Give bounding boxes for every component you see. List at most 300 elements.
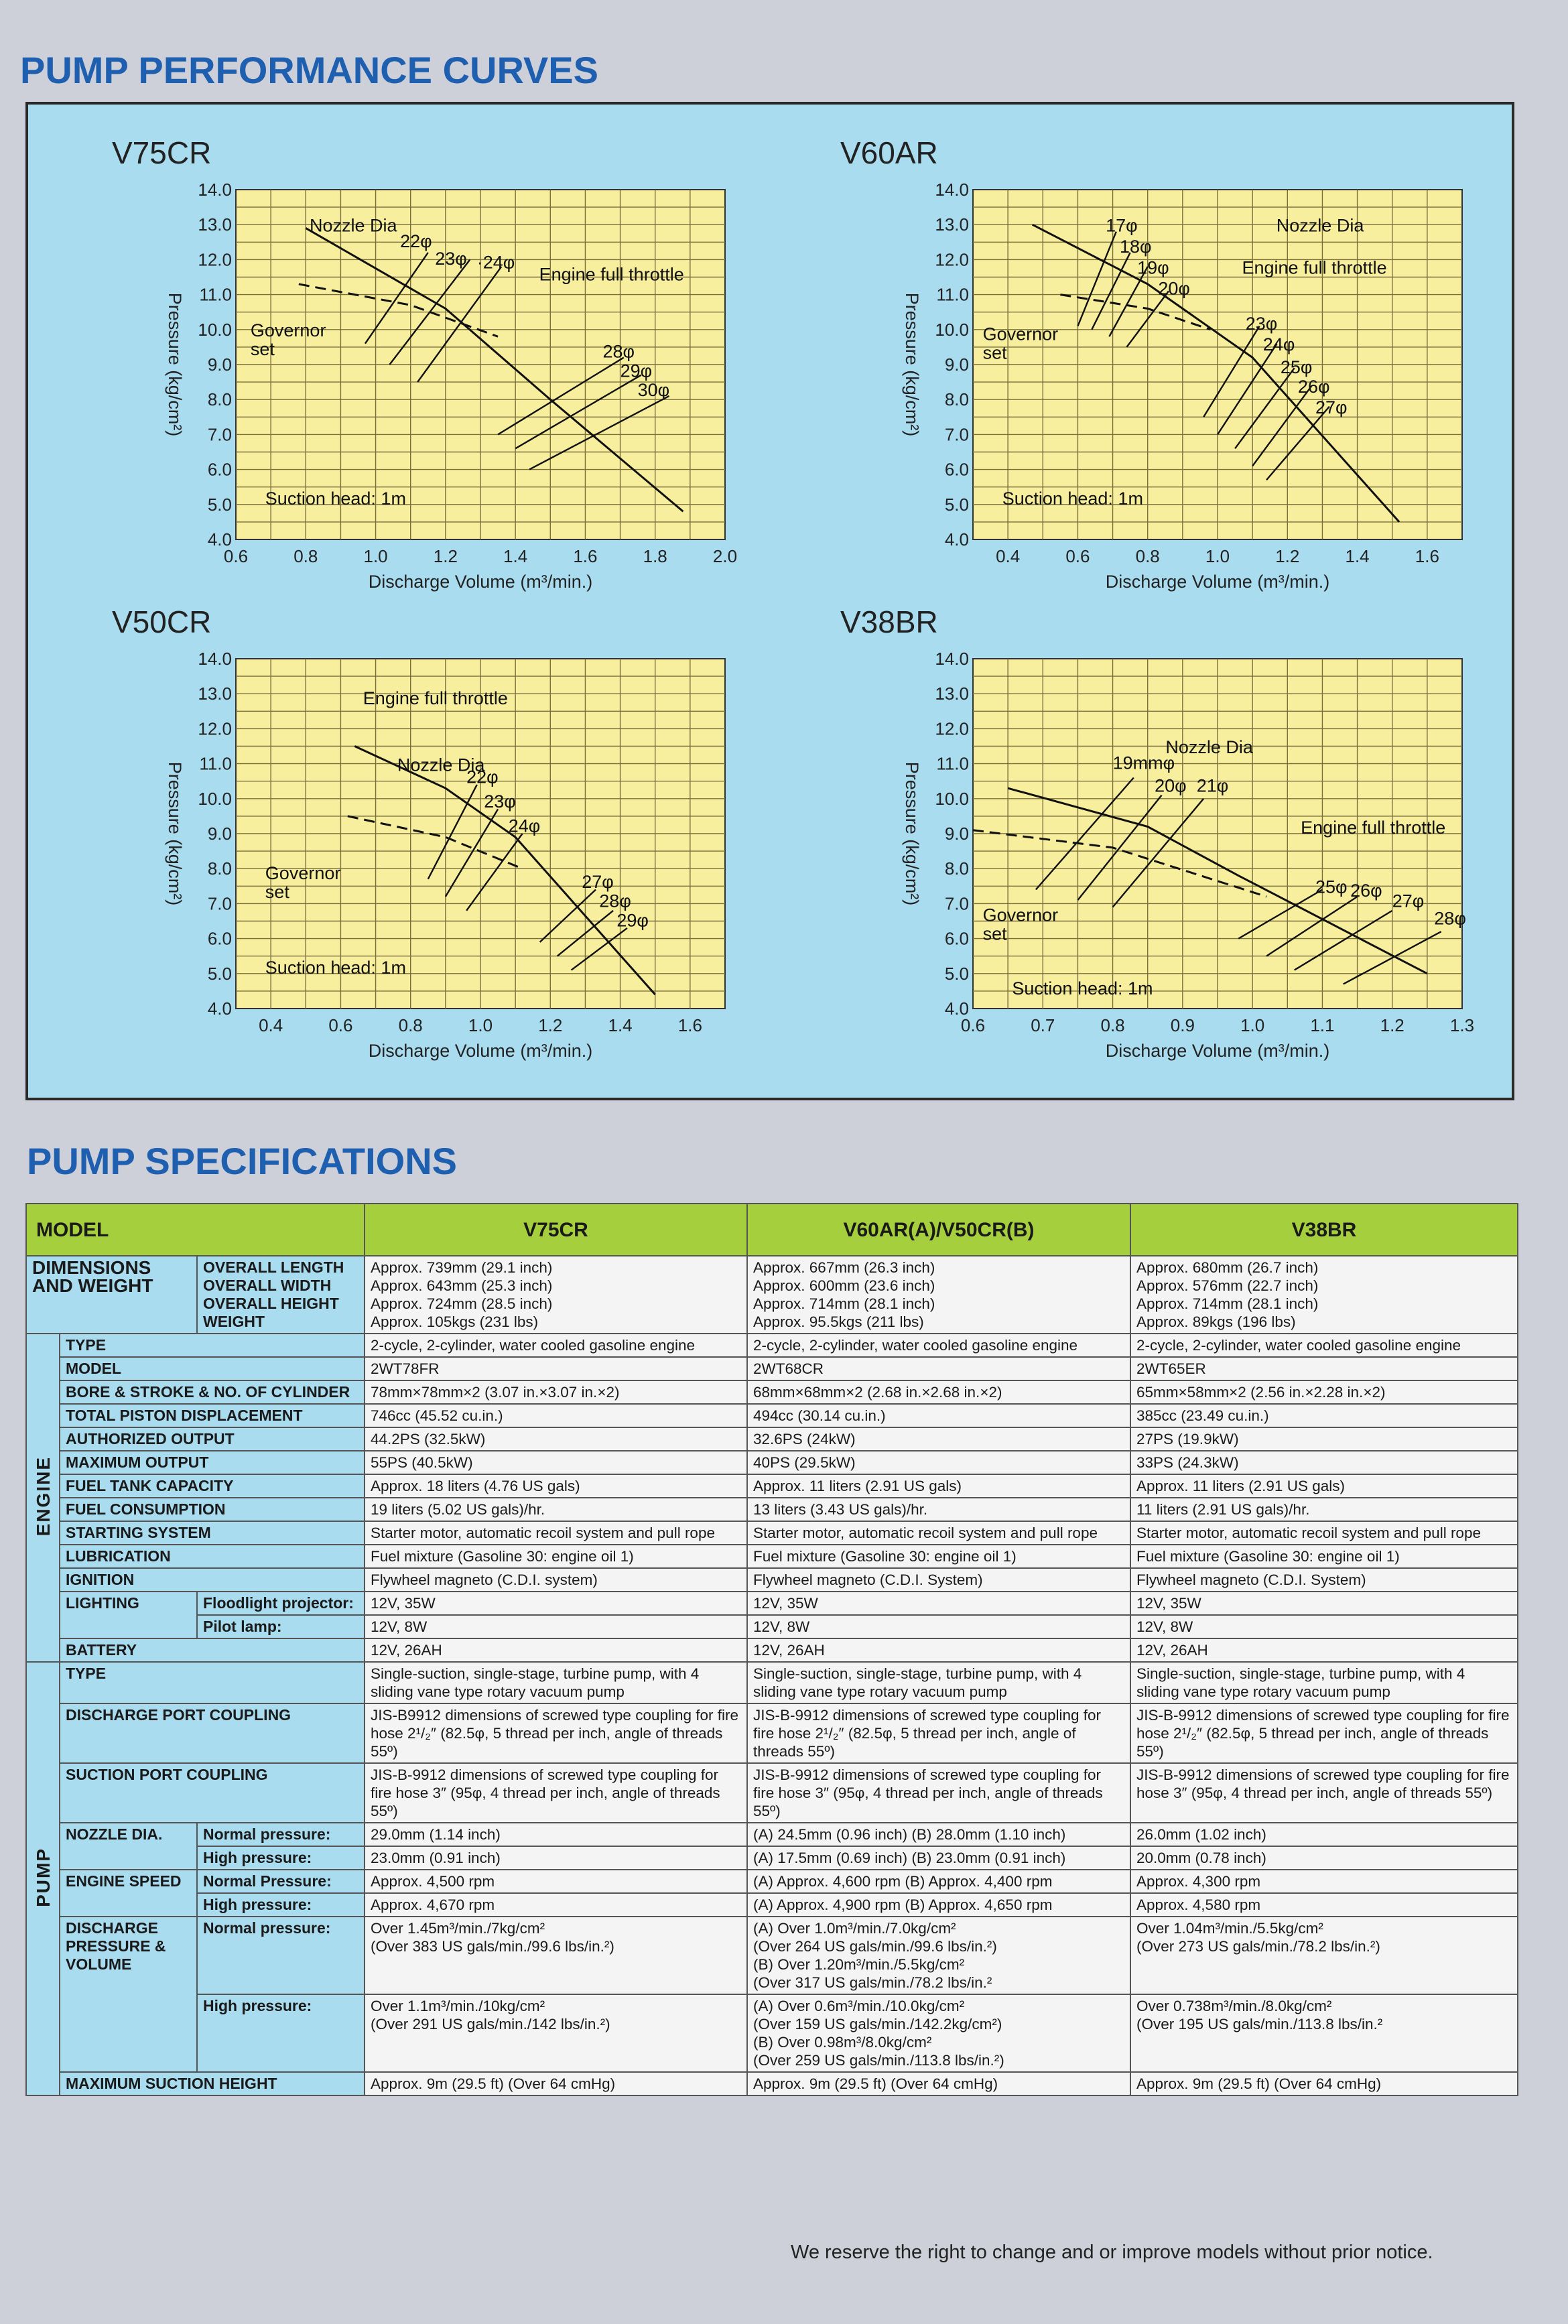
x-tick-label: 0.8: [398, 1015, 423, 1035]
y-tick-label: 4.0: [944, 529, 969, 550]
cell-line: (Over 273 US gals/min./78.2 lbs/in.²): [1136, 1938, 1380, 1955]
row-label: TYPE: [60, 1334, 365, 1357]
table-row: [26, 2072, 1518, 2095]
cell-line: (Over 317 US gals/min./78.2 lbs/in.²: [753, 1974, 992, 1991]
header-model: MODEL: [26, 1204, 365, 1256]
cell-value: 2-cycle, 2-cylinder, water cooled gasoline engine: [747, 1334, 1130, 1357]
table-row: [26, 1893, 1518, 1917]
label-overall-width: OVERALL WIDTH: [203, 1277, 332, 1294]
cell-value: Approx. 105kgs (231 lbs): [371, 1313, 539, 1330]
cell-line: (B) Over 1.20m³/min./5.5kg/cm²: [753, 1956, 965, 1973]
table-row: [26, 1334, 1518, 1357]
cell-value: 55PS (40.5kW): [365, 1451, 747, 1474]
cell-value: Approx. 600mm (23.6 inch): [753, 1277, 935, 1294]
cell-value: (A) Approx. 4,900 rpm (B) Approx. 4,650 rpm: [747, 1893, 1130, 1917]
cell-value: JIS-B-9912 dimensions of screwed type coupling for fire hose 2¹/₂″ (82.5φ, 5 thread per inch, angle of threads 55º): [1130, 1703, 1518, 1763]
chart-v50cr: [82, 604, 785, 1073]
cell-value: Flywheel magneto (C.D.I. system): [365, 1568, 747, 1592]
cell-line: (A) Over 0.6m³/min./10.0kg/cm²: [753, 1998, 965, 2014]
cell-value: 12V, 8W: [747, 1615, 1130, 1638]
governor-label: Governor: [265, 862, 341, 883]
y-tick-label: 6.0: [944, 928, 969, 949]
cell-value: Approx. 643mm (25.3 inch): [371, 1277, 553, 1294]
y-tick-label: 6.0: [944, 459, 969, 480]
chart-model-title: V75CR: [112, 135, 212, 170]
nozzle-label: 28φ: [1434, 908, 1466, 929]
nozzle-label: 29φ: [616, 910, 649, 931]
x-tick-label: 1.2: [1380, 1015, 1404, 1035]
table-row: [26, 1357, 1518, 1380]
y-tick-label: 5.0: [944, 963, 969, 984]
row-label-nozzle: NOZZLE DIA.: [60, 1823, 197, 1870]
row-label: TYPE: [60, 1662, 365, 1703]
y-tick-label: 12.0: [198, 718, 232, 739]
suction-head-label: Suction head: 1m: [1002, 488, 1143, 509]
cell-value: 44.2PS (32.5kW): [365, 1427, 747, 1451]
y-tick-label: 5.0: [207, 963, 232, 984]
cell-line: Over 0.738m³/min./8.0kg/cm²: [1136, 1998, 1332, 2014]
y-tick-label: 8.0: [207, 389, 232, 410]
governor-label: Governor: [982, 324, 1059, 344]
nozzle-label: 29φ: [620, 361, 653, 381]
row-sublabel: Pilot lamp:: [197, 1615, 365, 1638]
y-tick-label: 12.0: [935, 249, 969, 270]
cell-value: 65mm×58mm×2 (2.56 in.×2.28 in.×2): [1130, 1380, 1518, 1404]
nozzle-label: 28φ: [599, 891, 631, 911]
y-tick-label: 11.0: [199, 284, 232, 305]
nozzle-label: 30φ: [637, 379, 670, 400]
cell-value: 27PS (19.9kW): [1130, 1427, 1518, 1451]
table-header-row: [26, 1204, 1518, 1256]
cell-value: 746cc (45.52 cu.in.): [365, 1404, 747, 1427]
row-label: MAXIMUM OUTPUT: [60, 1451, 365, 1474]
x-axis-label: Discharge Volume (m³/min.): [1105, 1041, 1330, 1061]
nozzle-label: 23φ: [484, 791, 516, 812]
table-row: [26, 1823, 1518, 1846]
footer-note: We reserve the right to change and or improve models without prior notice.: [791, 2242, 1433, 2263]
row-sublabel: Normal pressure:: [197, 1917, 365, 1994]
y-tick-label: 10.0: [935, 319, 969, 340]
x-tick-label: 0.6: [328, 1015, 353, 1035]
nozzle-label: 20φ: [1158, 278, 1190, 299]
cell-value: 2WT65ER: [1130, 1357, 1518, 1380]
nozzle-label: 26φ: [1297, 376, 1330, 397]
nozzle-label: 25φ: [1315, 877, 1348, 897]
cell-value: Approx. 4,580 rpm: [1130, 1893, 1518, 1917]
y-tick-label: 10.0: [198, 319, 232, 340]
spec-title: PUMP SPECIFICATIONS: [27, 1140, 458, 1182]
cell-value: 12V, 35W: [365, 1592, 747, 1615]
x-axis-label: Discharge Volume (m³/min.): [368, 1041, 593, 1061]
x-tick-label: 1.0: [1205, 546, 1230, 566]
row-sublabel: Floodlight projector:: [197, 1592, 365, 1615]
y-tick-label: 9.0: [207, 824, 232, 844]
cell-v60-dimensions: [747, 1256, 1130, 1334]
row-label-battery: BATTERY: [60, 1638, 365, 1662]
nozzle-dia-label: Nozzle Dia: [397, 755, 485, 775]
spec-table: [25, 1203, 1518, 2096]
cell-value: Approx. 680mm (26.7 inch): [1136, 1259, 1319, 1276]
x-axis-label: Discharge Volume (m³/min.): [1105, 572, 1330, 592]
y-tick-label: 14.0: [198, 180, 232, 200]
cell-value: Approx. 18 liters (4.76 US gals): [365, 1474, 747, 1498]
engine-full-throttle-label: Engine full throttle: [539, 264, 684, 285]
chart-v60ar: [819, 135, 1522, 604]
chart-v38br-svg: [819, 604, 1522, 1073]
row-label: AUTHORIZED OUTPUT: [60, 1427, 365, 1451]
x-tick-label: 1.6: [1415, 546, 1439, 566]
table-row: [26, 1521, 1518, 1545]
y-tick-label: 9.0: [944, 354, 969, 375]
cell-line: (Over 195 US gals/min./113.8 lbs/in.²: [1136, 2016, 1383, 2032]
cell-v38-dimensions: [1130, 1256, 1518, 1334]
nozzle-label: 23φ: [1245, 313, 1278, 334]
cell-value: 2WT78FR: [365, 1357, 747, 1380]
nozzle-label: 22φ: [466, 767, 499, 787]
cell-value: 68mm×68mm×2 (2.68 in.×2.68 in.×2): [747, 1380, 1130, 1404]
engine-group-text: ENGINE: [32, 1456, 54, 1537]
y-tick-label: 10.0: [935, 788, 969, 809]
nozzle-label: 19mmφ: [1112, 753, 1175, 773]
governor-set-label: set: [250, 339, 275, 360]
label-line: VOLUME: [66, 1955, 132, 1973]
cell-value: Approx. 11 liters (2.91 US gals): [1130, 1474, 1518, 1498]
table-row: [26, 1451, 1518, 1474]
x-tick-label: 1.2: [433, 546, 458, 566]
table-row: [26, 1870, 1518, 1893]
pump-section: [26, 1662, 1518, 2095]
x-tick-label: 0.7: [1031, 1015, 1055, 1035]
y-tick-label: 5.0: [944, 494, 969, 515]
x-tick-label: 0.6: [960, 1015, 986, 1035]
table-row: [26, 1427, 1518, 1451]
label-overall-height: OVERALL HEIGHT: [203, 1295, 339, 1312]
y-tick-label: 13.0: [935, 214, 969, 235]
row-sublabel: Normal pressure:: [197, 1823, 365, 1846]
cell-value: 32.6PS (24kW): [747, 1427, 1130, 1451]
cell-value: [1130, 1994, 1518, 2072]
row-sublabel: High pressure:: [197, 1994, 365, 2072]
label-line: DISCHARGE: [66, 1919, 159, 1937]
cell-value: Single-suction, single-stage, turbine pump, with 4 sliding vane type rotary vacuum pump: [1130, 1662, 1518, 1703]
cell-value: Single-suction, single-stage, turbine pump, with 4 sliding vane type rotary vacuum pump: [747, 1662, 1130, 1703]
x-axis-label: Discharge Volume (m³/min.): [368, 572, 593, 592]
x-tick-label: 1.3: [1449, 1015, 1475, 1035]
governor-set-label: set: [982, 342, 1007, 363]
cell-value: Approx. 4,300 rpm: [1130, 1870, 1518, 1893]
nozzle-label: 23φ: [435, 249, 467, 269]
row-sublabel: High pressure:: [197, 1893, 365, 1917]
y-tick-label: 11.0: [199, 753, 232, 774]
cell-line: (A) Over 1.0m³/min./7.0kg/cm²: [753, 1920, 956, 1937]
cell-value: 26.0mm (1.02 inch): [1130, 1823, 1518, 1846]
header-v75cr: V75CR: [365, 1204, 747, 1256]
y-tick-label: 12.0: [198, 249, 232, 270]
cell-value: 2WT68CR: [747, 1357, 1130, 1380]
cell-value: Approx. 89kgs (196 lbs): [1136, 1313, 1296, 1330]
x-tick-label: 1.6: [677, 1015, 702, 1035]
label-overall-length: OVERALL LENGTH: [203, 1258, 344, 1276]
table-row: [26, 1615, 1518, 1638]
cell-value: 13 liters (3.43 US gals)/hr.: [747, 1498, 1130, 1521]
cell-value: 12V, 35W: [747, 1592, 1130, 1615]
governor-label: Governor: [982, 905, 1059, 925]
y-tick-label: 8.0: [944, 389, 969, 410]
nozzle-label: 18φ: [1120, 236, 1152, 257]
engine-group-label: [26, 1334, 60, 1662]
cell-value: 12V, 26AH: [1130, 1638, 1518, 1662]
table-row: [26, 1256, 1518, 1334]
engine-section: [26, 1334, 1518, 1662]
cell-line: (Over 159 US gals/min./142.2kg/cm²): [753, 2016, 1002, 2032]
cell-value: 385cc (23.49 cu.in.): [1130, 1404, 1518, 1427]
cell-value: 12V, 8W: [1130, 1615, 1518, 1638]
chart-v75cr: [82, 135, 785, 604]
y-tick-label: 6.0: [207, 928, 232, 949]
cell-value: 12V, 26AH: [747, 1638, 1130, 1662]
y-tick-label: 8.0: [207, 858, 232, 879]
table-row: [26, 1380, 1518, 1404]
cell-value: 40PS (29.5kW): [747, 1451, 1130, 1474]
cell-value: Starter motor, automatic recoil system and pull rope: [365, 1521, 747, 1545]
cell-value: 33PS (24.3kW): [1130, 1451, 1518, 1474]
chart-v60ar-svg: [819, 135, 1522, 604]
cell-value: 11 liters (2.91 US gals)/hr.: [1130, 1498, 1518, 1521]
cell-value: Approx. 714mm (28.1 inch): [1136, 1295, 1319, 1312]
row-label: DISCHARGE PORT COUPLING: [60, 1703, 365, 1763]
y-tick-label: 7.0: [207, 424, 232, 445]
cell-line: Over 1.04m³/min./5.5kg/cm²: [1136, 1920, 1323, 1937]
cell-value: JIS-B-9912 dimensions of screwed type coupling for fire hose 2¹/₂″ (82.5φ, 5 thread per inch, angle of threads 55º): [747, 1703, 1130, 1763]
cell-value: Starter motor, automatic recoil system and pull rope: [747, 1521, 1130, 1545]
cell-value: JIS-B-9912 dimensions of screwed type coupling for fire hose 3″ (95φ, 4 thread per inch, angle of threads 55º): [747, 1763, 1130, 1823]
cell-value: (A) 24.5mm (0.96 inch) (B) 28.0mm (1.10 inch): [747, 1823, 1130, 1846]
table-row: [26, 1568, 1518, 1592]
row-label: FUEL TANK CAPACITY: [60, 1474, 365, 1498]
cell-value: Approx. 9m (29.5 ft) (Over 64 cmHg): [365, 2072, 747, 2095]
cell-value: [365, 1917, 747, 1994]
x-tick-label: 0.6: [1065, 546, 1090, 566]
cell-value: Approx. 4,500 rpm: [365, 1870, 747, 1893]
cell-value: [747, 1994, 1130, 2072]
engine-full-throttle-label: Engine full throttle: [1301, 818, 1446, 838]
cell-value: 2-cycle, 2-cylinder, water cooled gasoline engine: [1130, 1334, 1518, 1357]
table-row: [26, 1917, 1518, 1994]
y-tick-label: 13.0: [198, 214, 232, 235]
y-axis-label: Pressure (kg/cm²): [902, 761, 922, 906]
governor-set-label: set: [265, 881, 289, 902]
header-v38br: V38BR: [1130, 1204, 1518, 1256]
x-tick-label: 1.4: [608, 1015, 633, 1035]
cell-value: Approx. 9m (29.5 ft) (Over 64 cmHg): [1130, 2072, 1518, 2095]
cell-value: Starter motor, automatic recoil system and pull rope: [1130, 1521, 1518, 1545]
cell-v75-dimensions: [365, 1256, 747, 1334]
y-tick-label: 10.0: [198, 788, 232, 809]
x-tick-label: 1.4: [503, 546, 528, 566]
x-tick-label: 1.0: [363, 546, 388, 566]
x-tick-label: 1.4: [1345, 546, 1370, 566]
table-row: [26, 1638, 1518, 1662]
engine-full-throttle-label: Engine full throttle: [363, 688, 508, 708]
cell-line: (Over 291 US gals/min./142 lbs/in.²): [371, 2016, 610, 2032]
row-label: BORE & STROKE & NO. OF CYLINDER: [60, 1380, 365, 1404]
y-tick-label: 4.0: [207, 529, 232, 550]
x-tick-label: 0.4: [259, 1015, 283, 1035]
y-tick-label: 8.0: [944, 858, 969, 879]
cell-line: (Over 259 US gals/min./113.8 lbs/in.²): [753, 2052, 1004, 2069]
cell-value: Approx. 667mm (26.3 inch): [753, 1259, 935, 1276]
nozzle-label: 27φ: [1315, 397, 1348, 418]
nozzle-label: ·24φ: [476, 252, 515, 273]
nozzle-label: 24φ: [1262, 334, 1295, 355]
label-weight: WEIGHT: [203, 1313, 265, 1330]
cell-value: Approx. 714mm (28.1 inch): [753, 1295, 935, 1312]
cell-value: Approx. 576mm (22.7 inch): [1136, 1277, 1319, 1294]
cell-value: JIS-B-9912 dimensions of screwed type coupling for fire hose 3″ (95φ, 4 thread per inch, angle of threads 55º): [1130, 1763, 1518, 1823]
table-row: [26, 1763, 1518, 1823]
cell-value: Approx. 724mm (28.5 inch): [371, 1295, 553, 1312]
y-tick-label: 14.0: [935, 649, 969, 669]
cell-value: Approx. 95.5kgs (211 lbs): [753, 1313, 924, 1330]
cell-value: JIS-B9912 dimensions of screwed type coupling for fire hose 2¹/₂″ (82.5φ, 5 thread per inch, angle of threads 55º): [365, 1703, 747, 1763]
governor-set-label: set: [982, 923, 1007, 944]
cell-value: 12V, 26AH: [365, 1638, 747, 1662]
row-label-suction-height: MAXIMUM SUCTION HEIGHT: [60, 2072, 365, 2095]
nozzle-label: 22φ: [400, 231, 432, 252]
row-sublabel: Normal Pressure:: [197, 1870, 365, 1893]
cell-line: (B) Over 0.98m³/8.0kg/cm²: [753, 2034, 932, 2051]
row-sublabel: High pressure:: [197, 1846, 365, 1870]
nozzle-label: 20φ: [1155, 775, 1187, 796]
y-tick-label: 11.0: [936, 753, 969, 774]
row-label-discharge: [60, 1917, 197, 2072]
row-label: MODEL: [60, 1357, 365, 1380]
suction-head-label: Suction head: 1m: [265, 488, 406, 509]
table-row: [26, 1846, 1518, 1870]
nozzle-dia-label: Nozzle Dia: [310, 215, 397, 236]
y-tick-label: 7.0: [944, 424, 969, 445]
cell-value: Approx. 739mm (29.1 inch): [371, 1259, 553, 1276]
nozzle-label: 26φ: [1350, 880, 1382, 901]
cell-line: (Over 383 US gals/min./99.6 lbs/in.²): [371, 1938, 614, 1955]
x-tick-label: 2.0: [712, 546, 738, 566]
row-label-lighting: LIGHTING: [60, 1592, 197, 1638]
table-row: [26, 1994, 1518, 2072]
chart-model-title: V38BR: [840, 604, 938, 639]
y-tick-label: 12.0: [935, 718, 969, 739]
nozzle-label: 24φ: [508, 816, 541, 836]
x-tick-label: 1.0: [468, 1015, 493, 1035]
x-tick-label: 0.8: [293, 546, 318, 566]
cell-value: (A) 17.5mm (0.69 inch) (B) 23.0mm (0.91 inch): [747, 1846, 1130, 1870]
cell-value: 19 liters (5.02 US gals)/hr.: [365, 1498, 747, 1521]
x-tick-label: 1.0: [1240, 1015, 1265, 1035]
cell-value: 29.0mm (1.14 inch): [365, 1823, 747, 1846]
chart-v50cr-svg: [82, 604, 785, 1073]
cell-value: 20.0mm (0.78 inch): [1130, 1846, 1518, 1870]
y-tick-label: 13.0: [198, 684, 232, 704]
y-tick-label: 13.0: [935, 684, 969, 704]
header-v60ar-v50cr: V60AR(A)/V50CR(B): [747, 1204, 1130, 1256]
table-row: [26, 1498, 1518, 1521]
chart-v38br: [819, 604, 1522, 1073]
y-tick-label: 14.0: [935, 180, 969, 200]
nozzle-dia-label: Nozzle Dia: [1276, 215, 1364, 236]
nozzle-label: 27φ: [1392, 891, 1425, 911]
cell-value: Fuel mixture (Gasoline 30: engine oil 1): [1130, 1545, 1518, 1568]
cell-value: Fuel mixture (Gasoline 30: engine oil 1): [365, 1545, 747, 1568]
row-label: LUBRICATION: [60, 1545, 365, 1568]
x-tick-label: 1.2: [538, 1015, 563, 1035]
cell-value: [365, 1994, 747, 2072]
x-tick-label: 1.1: [1310, 1015, 1335, 1035]
y-tick-label: 9.0: [944, 824, 969, 844]
x-tick-label: 1.8: [643, 546, 667, 566]
governor-label: Governor: [250, 320, 326, 341]
pump-group-text: PUMP: [32, 1848, 54, 1907]
cell-value: Fuel mixture (Gasoline 30: engine oil 1): [747, 1545, 1130, 1568]
cell-value: 78mm×78mm×2 (3.07 in.×3.07 in.×2): [365, 1380, 747, 1404]
row-label-dimensions: DIMENSIONS AND WEIGHT: [26, 1256, 197, 1334]
y-tick-label: 7.0: [207, 893, 232, 914]
nozzle-label: 25φ: [1280, 357, 1313, 378]
y-tick-label: 14.0: [198, 649, 232, 669]
nozzle-label: 28φ: [602, 341, 635, 362]
table-row: [26, 1592, 1518, 1615]
cell-value: [747, 1917, 1130, 1994]
cell-value: Approx. 9m (29.5 ft) (Over 64 cmHg): [747, 2072, 1130, 2095]
nozzle-label: 21φ: [1196, 775, 1229, 796]
cell-value: 2-cycle, 2-cylinder, water cooled gasoline engine: [365, 1334, 747, 1357]
suction-head-label: Suction head: 1m: [265, 957, 406, 978]
nozzle-label: 17φ: [1106, 215, 1138, 236]
y-axis-label: Pressure (kg/cm²): [902, 292, 922, 437]
chart-model-title: V60AR: [840, 135, 938, 170]
x-tick-label: 0.4: [996, 546, 1021, 566]
x-tick-label: 1.2: [1275, 546, 1300, 566]
chart-v75cr-svg: [82, 135, 785, 604]
row-label-speed: ENGINE SPEED: [60, 1870, 197, 1917]
nozzle-label: 19φ: [1137, 257, 1169, 278]
cell-value: Approx. 4,670 rpm: [365, 1893, 747, 1917]
x-tick-label: 0.8: [1135, 546, 1160, 566]
cell-value: Approx. 11 liters (2.91 US gals): [747, 1474, 1130, 1498]
cell-value: 23.0mm (0.91 inch): [365, 1846, 747, 1870]
y-tick-label: 9.0: [207, 354, 232, 375]
y-axis-label: Pressure (kg/cm²): [165, 292, 185, 437]
table-row: [26, 1404, 1518, 1427]
y-axis-label: Pressure (kg/cm²): [165, 761, 185, 906]
dimension-labels: [197, 1256, 365, 1334]
table-row: [26, 1703, 1518, 1763]
cell-value: (A) Approx. 4,600 rpm (B) Approx. 4,400 rpm: [747, 1870, 1130, 1893]
cell-line: Over 1.45m³/min./7kg/cm²: [371, 1920, 545, 1937]
row-label: IGNITION: [60, 1568, 365, 1592]
x-tick-label: 0.8: [1100, 1015, 1125, 1035]
y-tick-label: 11.0: [936, 284, 969, 305]
engine-full-throttle-label: Engine full throttle: [1242, 257, 1387, 278]
nozzle-label: 27φ: [582, 871, 614, 892]
table-row: [26, 1662, 1518, 1703]
y-tick-label: 5.0: [207, 494, 232, 515]
y-tick-label: 4.0: [944, 998, 969, 1019]
performance-title: PUMP PERFORMANCE CURVES: [20, 49, 598, 91]
table-row: [26, 1545, 1518, 1568]
cell-line: Over 1.1m³/min./10kg/cm²: [371, 1998, 545, 2014]
x-tick-label: 0.6: [223, 546, 249, 566]
y-tick-label: 7.0: [944, 893, 969, 914]
y-tick-label: 6.0: [207, 459, 232, 480]
